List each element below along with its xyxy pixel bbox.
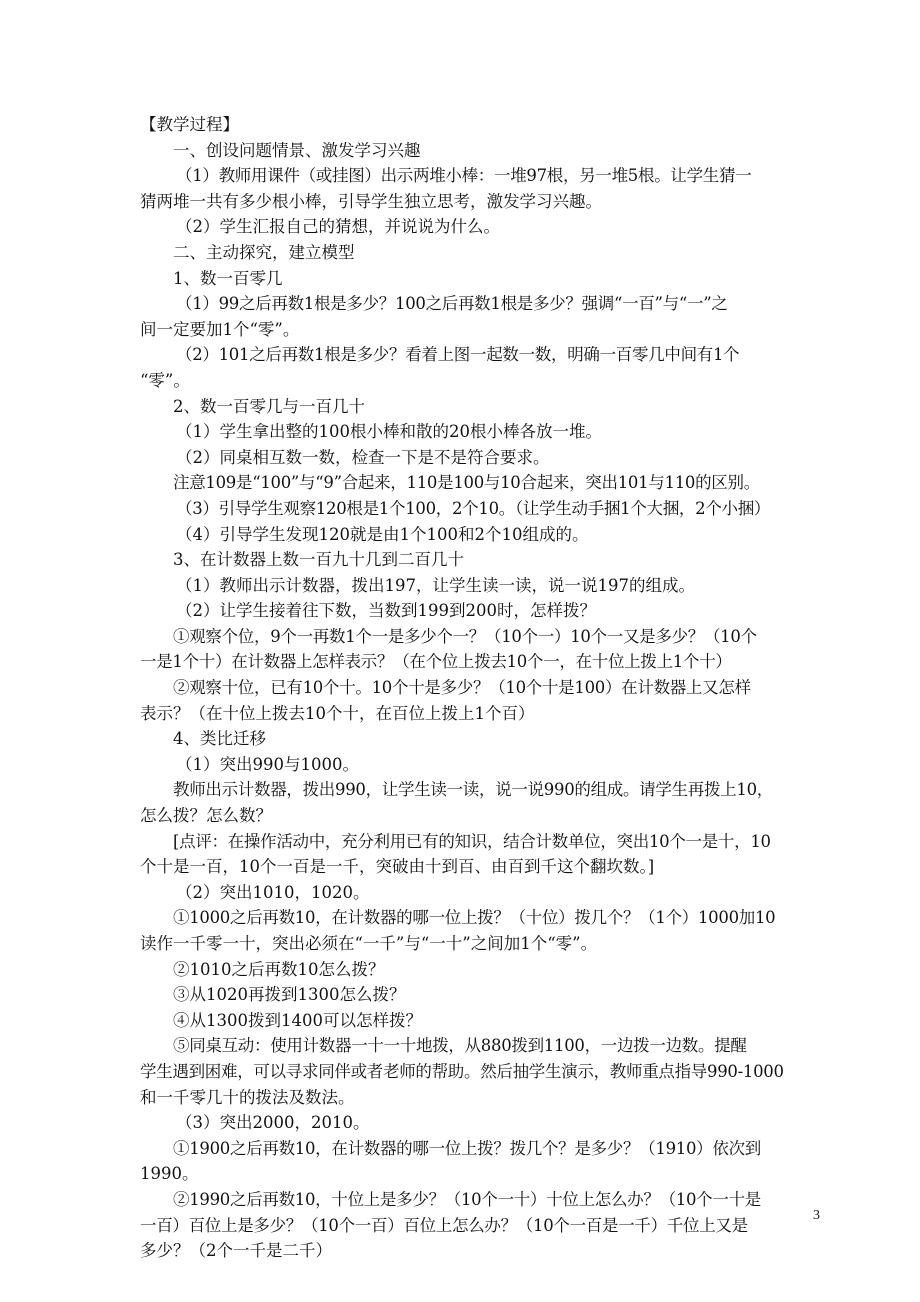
section-heading: 【教学过程】 [140, 115, 239, 134]
text-line: ①1000之后再数10，在计数器的哪一位上拨？（十位）拨几个？（1个）1000加10 [173, 908, 776, 928]
text-line: “零”。 [140, 370, 190, 390]
commentary-line: 个十是一百，10个一百是一千，突破由十到百、由百到千这个翻坎数。] [140, 857, 655, 877]
text-line: ⑤同桌互动：使用计数器一十一十地拨，从880拨到1100，一边拨一边数。提醒 [173, 1036, 747, 1056]
text-line: （2）同桌相互数一数，检查一下是不是符合要求。 [176, 447, 550, 467]
text-line: 怎么拨？怎么数？ [140, 806, 272, 826]
text-line: （4）引导学生发现120就是由1个100和2个10组成的。 [176, 524, 589, 544]
text-line: 4、类比迁移 [173, 729, 266, 749]
text-line: （1）教师出示计数器，拨出197，让学生读一读，说一说197的组成。 [176, 575, 695, 595]
text-line: （2）突出1010，1020。 [176, 882, 370, 902]
text-line: 一、创设问题情景、激发学习兴趣 [173, 140, 421, 160]
text-line: ②1010之后再数10怎么拨？ [173, 959, 385, 979]
text-line: 读作一千零一十，突出必须在“一千”与“一十”之间加1个“零”。 [140, 934, 598, 953]
text-line: （2）101之后再数1根是多少？看着上图一起数一数，明确一百零几中间有1个 [176, 345, 740, 365]
text-line: ②观察十位，已有10个十。10个十是多少？（10个十是100）在计数器上又怎样 [173, 678, 751, 698]
text-line: （1）突出990与1000。 [176, 754, 359, 774]
page-body [140, 112, 830, 1264]
text-line: 二、主动探究，建立模型 [173, 242, 355, 262]
text-line: 间一定要加1个“零”。 [140, 319, 300, 339]
text-line: 1、数一百零几 [173, 268, 283, 288]
text-line: 1990。 [140, 1164, 199, 1184]
text-line: 表示？（在十位上拨去10个十，在百位上拨上1个百） [140, 703, 535, 723]
text-line: 教师出示计数器，拨出990，让学生读一读，说一说990的组成。请学生再拨上10， [173, 780, 773, 800]
text-line: （2）学生汇报自己的猜想，并说说为什么。 [176, 217, 500, 237]
text-line: 猜两堆一共有多少根小棒，引导学生独立思考，激发学习兴趣。 [140, 191, 602, 211]
text-line: 和一千零几十的拨法及数法。 [140, 1087, 355, 1107]
text-line: 注意109是“100”与“9”合起来，110是100与10合起来，突出101与110的区别。 [173, 473, 760, 493]
text-line: （1）99之后再数1根是多少？100之后再数1根是多少？强调“一百”与“一”之 [176, 294, 728, 314]
text-line: 学生遇到困难，可以寻求同伴或者老师的帮助。然后抽学生演示，教师重点指导990-1000 [140, 1061, 784, 1081]
text-line: 2、数一百零几与一百几十 [173, 396, 365, 416]
text-line: ③从1020再拨到1300怎么拨？ [173, 985, 406, 1005]
text-line: （3）引导学生观察120根是1个100，2个10。（让学生动手捆1个大捆，2个小捆） [176, 498, 771, 518]
text-line: 一是1个十）在计数器上怎样表示？（在个位上拨去10个一，在十位上拨上1个十） [140, 652, 732, 672]
text-line: 一百）百位上是多少？（10个一百）百位上怎么办？（10个一百是一千）千位上又是 [140, 1215, 748, 1235]
text-line: ②1990之后再数10，十位上是多少？（10个一十）十位上怎么办？（10个一十是 [173, 1189, 761, 1209]
text-line: （1）教师用课件（或挂图）出示两堆小棒：一堆97根，另一堆5根。让学生猜一 [176, 166, 752, 186]
text-line: （3）突出2000，2010。 [176, 1113, 370, 1133]
text-line: ④从1300拨到1400可以怎样拨？ [173, 1010, 422, 1030]
text-line: （2）让学生接着往下数，当数到199到200时，怎样拨？ [176, 601, 596, 621]
text-line: ①1900之后再数10，在计数器的哪一位上拨？拨几个？是多少？（1910）依次到 [173, 1138, 761, 1158]
page-number: 3 [813, 1208, 820, 1223]
text-line: 多少？（2个一千是二千） [140, 1241, 332, 1261]
text-line: 3、在计数器上数一百九十几到二百几十 [173, 550, 464, 570]
text-line: ①观察个位，9个一再数1个一是多少个一？（10个一）10个一又是多少？（10个 [173, 626, 757, 646]
text-line: （1）学生拿出整的100根小棒和散的20根小棒各放一堆。 [176, 422, 602, 442]
commentary-line: [点评：在操作活动中，充分利用已有的知识，结合计数单位，突出10个一是十，10 [173, 831, 771, 851]
